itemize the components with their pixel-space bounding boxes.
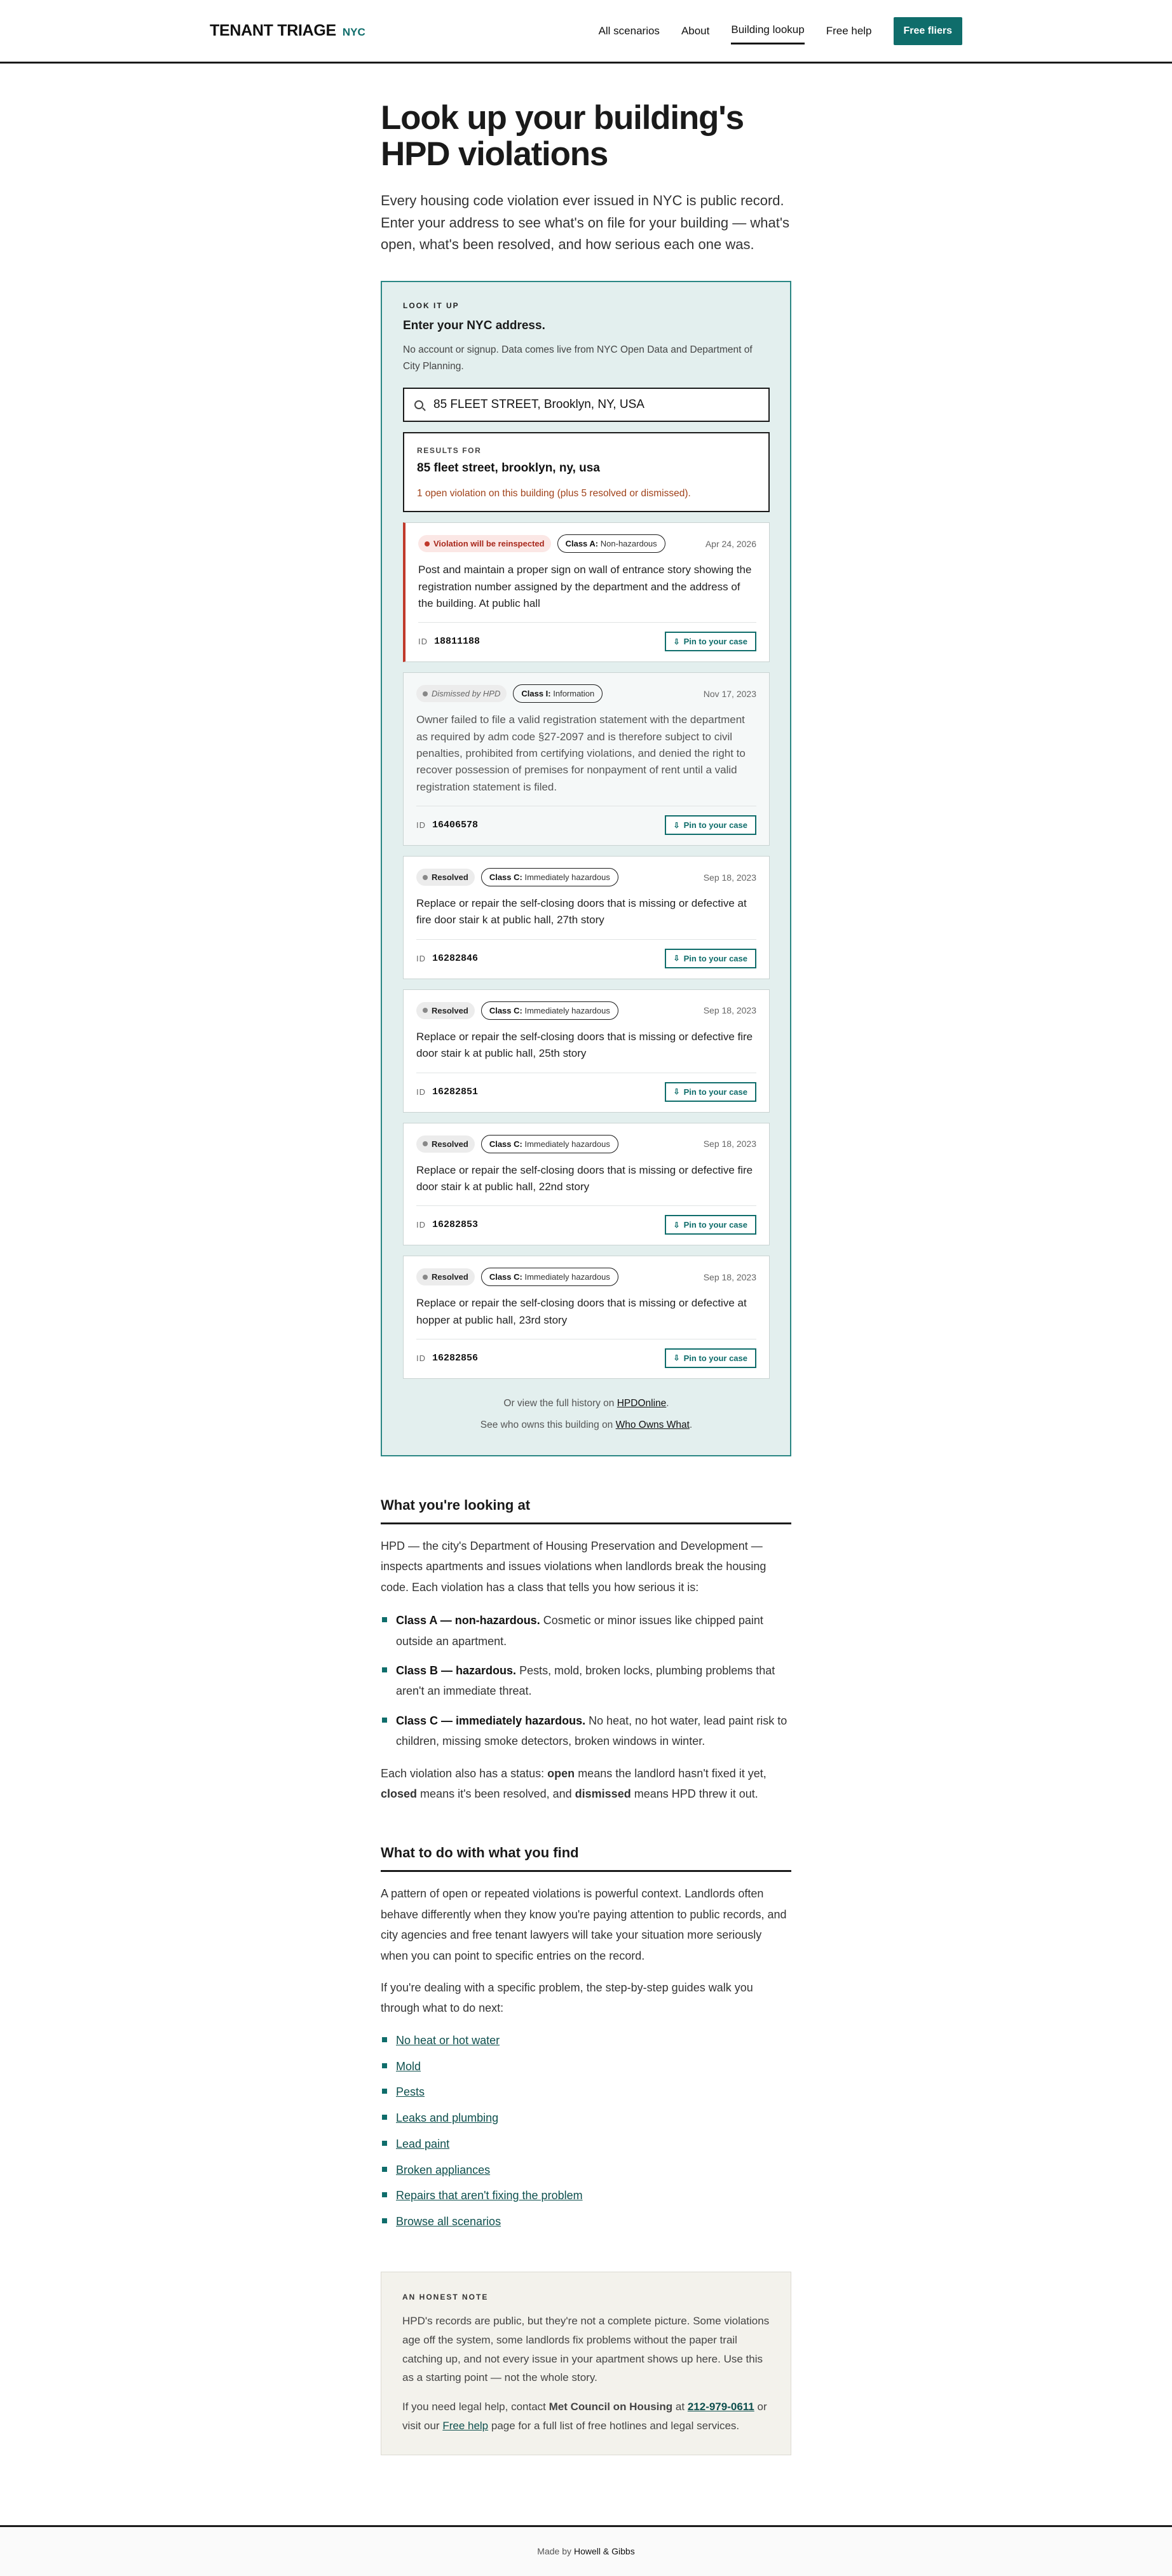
guide-link-item (381, 2135, 791, 2153)
violations-list (403, 522, 770, 1379)
lookup-panel (381, 281, 791, 1456)
what-to-do-section (381, 1845, 791, 2231)
guide-link-mold[interactable]: Mold (396, 2059, 421, 2073)
class-term: Class B — hazardous. (396, 1664, 517, 1678)
violation-id-label: ID (416, 953, 426, 963)
results-summary: 1 open violation on this building (plus 5 resolved or dismissed). (417, 488, 691, 499)
pin-label: Pin to your case (683, 953, 747, 963)
lookup-external-links (403, 1393, 770, 1436)
pin-icon: ⇩ (673, 1220, 680, 1230)
violation-date: Sep 18, 2023 (703, 872, 756, 883)
status-dot-icon (423, 875, 428, 880)
footer-maker-link[interactable]: Howell & Gibbs (574, 2546, 635, 2557)
guide-link-item (381, 2109, 791, 2127)
status-label: Resolved (432, 1139, 468, 1149)
violation-id: 16282853 (432, 1219, 479, 1231)
pin-label: Pin to your case (683, 1087, 747, 1097)
note-kicker: AN HONEST NOTE (402, 2293, 489, 2302)
status-dot-icon (423, 1141, 428, 1146)
main-content (381, 64, 791, 2455)
met-council-name: Met Council on Housing (549, 2401, 673, 2413)
violation-card (403, 856, 770, 979)
pin-icon: ⇩ (673, 1087, 680, 1096)
guide-link-pests[interactable]: Pests (396, 2085, 425, 2099)
status-label: Violation will be reinspected (433, 539, 545, 549)
results-address: 85 fleet street, brooklyn, ny, usa (417, 461, 600, 475)
class-desc: Non-hazardous (600, 539, 657, 549)
status-badge (418, 535, 551, 552)
pin-icon: ⇩ (673, 954, 680, 963)
nav-all-scenarios[interactable]: All scenarios (598, 24, 660, 37)
who-owns-what-link[interactable]: Who Owns What (615, 1419, 690, 1430)
looking-at-heading: What you're looking at (381, 1497, 791, 1524)
guide-link-repairs[interactable]: Repairs that aren't fixing the problem (396, 2189, 583, 2202)
violation-description: Replace or repair the self-closing doors that is missing or defective fire door stair k at public hall, 25th story (416, 1030, 753, 1060)
pin-to-case-button[interactable] (665, 1215, 756, 1235)
status-explainer (381, 1763, 791, 1805)
footer-made-by: Made by (537, 2546, 571, 2557)
intro-text: Every housing code violation ever issued in NYC is public record. Enter your address to see what's on file for your building — what's open, what's been resolved, and how serious each one was. (381, 193, 790, 252)
results-kicker: RESULTS FOR (417, 446, 482, 456)
looking-at-paragraph: HPD — the city's Department of Housing Preservation and Development — inspects apartments and issues violations when landlords break the housing code. Each violation has a class that tells you how serious it is: (381, 1540, 767, 1594)
status-text: means HPD threw it out. (634, 1787, 758, 1800)
what-to-do-paragraph-2: If you're dealing with a specific problem, the step-by-step guides walk you through what to do next: (381, 1981, 753, 2015)
status-text: means it's been resolved, and (420, 1787, 572, 1800)
pin-icon: ⇩ (673, 820, 680, 830)
violation-date: Nov 17, 2023 (703, 688, 756, 699)
lookup-heading: Enter your NYC address. (403, 318, 545, 332)
class-desc: Information (553, 689, 595, 699)
violation-description: Replace or repair the self-closing doors that is missing or defective at fire door stair k at public hall, 27th story (416, 897, 747, 926)
status-label: Resolved (432, 1272, 468, 1282)
class-item (381, 1610, 791, 1651)
guide-link-item (381, 2083, 791, 2101)
class-badge (481, 1001, 618, 1020)
pin-icon: ⇩ (673, 1353, 680, 1363)
class-desc: Immediately hazardous (524, 1272, 610, 1282)
history-line: Or view the full history on HPDOnline. (503, 1397, 669, 1409)
violation-description: Owner failed to file a valid registration statement with the department as required by adm code §27-2097 and is therefore subject to civil penalties, prohibited from certifying violations, and denied the right to recover possession of premises for nonpayment of rent until a valid registration statement is filed. (416, 714, 746, 793)
note-text: page for a full list of free hotlines and legal services. (491, 2419, 740, 2432)
violation-card (403, 1256, 770, 1379)
class-list (381, 1610, 791, 1751)
class-desc: Immediately hazardous (524, 1139, 610, 1149)
class-text: No heat, no hot water, lead paint risk to children, missing smoke detectors, broken windows in winter. (396, 1714, 787, 1748)
violation-card (403, 1123, 770, 1246)
status-badge (416, 1002, 475, 1019)
violation-description: Replace or repair the self-closing doors that is missing or defective fire door stair k at public hall, 22nd story (416, 1163, 753, 1193)
class-code: Class C: (489, 1272, 522, 1282)
note-paragraph-1: HPD's records are public, but they're not a complete picture. Some violations age off the system, some landlords fix problems without the paper trail catching up, and not every issue in your apartment shows up here. Use this as a starting point — not the whole story. (402, 2315, 770, 2384)
looking-at-section (381, 1497, 791, 1804)
nav-building-lookup[interactable]: Building lookup (731, 17, 804, 44)
guide-link-item (381, 2031, 791, 2050)
status-text: means the landlord hasn't fixed it yet, (578, 1766, 767, 1780)
violation-id-label: ID (416, 1087, 426, 1097)
owner-line: See who owns this building on Who Owns What. (480, 1419, 693, 1430)
status-dot-icon (423, 691, 428, 696)
guide-link-no-heat[interactable]: No heat or hot water (396, 2033, 500, 2047)
pin-to-case-button[interactable] (665, 1348, 756, 1368)
violation-id-label: ID (416, 1220, 426, 1230)
status-label: Dismissed by HPD (432, 689, 501, 699)
violation-id-label: ID (416, 1353, 426, 1363)
site-header (0, 0, 1172, 64)
pin-label: Pin to your case (683, 1220, 747, 1230)
status-open-term: open (547, 1766, 575, 1780)
note-text: at (675, 2401, 685, 2413)
address-search-box[interactable] (403, 388, 770, 422)
violation-date: Sep 18, 2023 (703, 1271, 756, 1282)
class-code: Class I: (521, 689, 551, 699)
free-fliers-button[interactable]: Free fliers (894, 17, 962, 45)
class-term: Class A — non-hazardous. (396, 1614, 540, 1627)
violation-id: 16282856 (432, 1352, 479, 1364)
violation-id-label: ID (418, 637, 428, 647)
guide-links-list (381, 2031, 791, 2231)
nav-free-help[interactable]: Free help (826, 24, 872, 37)
status-dot-icon (425, 541, 430, 546)
guide-link-item (381, 2057, 791, 2076)
status-label: Resolved (432, 1005, 468, 1015)
what-to-do-heading: What to do with what you find (381, 1845, 791, 1872)
brand-logo[interactable] (210, 22, 365, 40)
honest-note (381, 2272, 791, 2455)
brand-city[interactable]: NYC (342, 26, 365, 38)
violation-card (403, 989, 770, 1113)
class-code: Class C: (489, 1139, 522, 1149)
guide-link-item (381, 2161, 791, 2179)
violation-date: Apr 24, 2026 (705, 538, 756, 549)
violation-id: 16282851 (432, 1086, 479, 1097)
note-text: or visit our (402, 2401, 767, 2432)
what-to-do-paragraph-1: A pattern of open or repeated violations is powerful context. Landlords often behave differently when they know you're paying attention to public records, and city agencies and free tenant lawyers will take your situation more seriously when you can point to specific entries on the record. (381, 1887, 787, 1962)
site-footer (0, 2525, 1172, 2576)
search-icon (414, 400, 423, 409)
class-code: Class C: (489, 872, 522, 883)
violation-id: 16282846 (432, 952, 479, 964)
class-text: Pests, mold, broken locks, plumbing problems that aren't an immediate threat. (396, 1664, 775, 1698)
guide-link-appliances[interactable]: Broken appliances (396, 2163, 491, 2176)
status-badge (416, 685, 507, 702)
class-code: Class C: (489, 1005, 522, 1015)
page-title: Look up your building's HPD violations (381, 99, 744, 173)
pin-label: Pin to your case (683, 820, 747, 830)
violation-card (403, 522, 770, 662)
brand-name[interactable]: TENANT TRIAGE (210, 22, 336, 39)
pin-label: Pin to your case (683, 637, 747, 647)
violation-id: 18811188 (434, 636, 480, 647)
guide-link-item (381, 2186, 791, 2205)
note-paragraph-2 (402, 2397, 770, 2436)
status-label: Resolved (432, 872, 468, 883)
violation-description: Post and maintain a proper sign on wall of entrance story showing the registration number assigned by the department and the address of the building. At public hall (418, 564, 752, 610)
note-text: If you need legal help, contact (402, 2401, 546, 2413)
class-badge (557, 534, 665, 553)
guide-link-leaks[interactable]: Leaks and plumbing (396, 2112, 499, 2125)
guide-link-lead-paint[interactable]: Lead paint (396, 2137, 450, 2150)
violation-id: 16406578 (432, 820, 479, 831)
owner-prefix: See who owns this building on (480, 1419, 613, 1430)
status-closed-term: closed (381, 1787, 418, 1800)
free-help-link[interactable]: Free help (442, 2419, 489, 2432)
class-code: Class A: (565, 539, 599, 549)
violation-card (403, 672, 770, 846)
status-text: Each violation also has a status: (381, 1766, 545, 1780)
class-desc: Immediately hazardous (524, 872, 610, 883)
main-nav (599, 17, 962, 45)
class-badge (481, 1135, 618, 1153)
history-prefix: Or view the full history on (503, 1397, 615, 1409)
class-badge (481, 1268, 618, 1286)
status-dismissed-term: dismissed (575, 1787, 631, 1800)
met-council-phone-link[interactable]: 212-979-0611 (687, 2401, 754, 2413)
class-desc: Immediately hazardous (524, 1005, 610, 1015)
pin-label: Pin to your case (683, 1353, 747, 1363)
guide-link-browse-all[interactable]: Browse all scenarios (396, 2215, 501, 2228)
violation-date: Sep 18, 2023 (703, 1005, 756, 1016)
hpdonline-link[interactable]: HPDOnline (617, 1397, 667, 1409)
violation-id-label: ID (416, 820, 426, 830)
violation-description: Replace or repair the self-closing doors that is missing or defective at hopper at public hall, 23rd story (416, 1297, 747, 1326)
class-text: Cosmetic or minor issues like chipped paint outside an apartment. (396, 1614, 763, 1648)
status-dot-icon (423, 1275, 428, 1280)
pin-icon: ⇩ (673, 637, 680, 646)
nav-about[interactable]: About (681, 24, 710, 37)
class-item (381, 1711, 791, 1752)
class-item (381, 1660, 791, 1702)
pin-to-case-button[interactable] (665, 815, 756, 835)
status-dot-icon (423, 1008, 428, 1013)
class-term: Class C — immediately hazardous. (396, 1714, 586, 1727)
address-search-input[interactable] (433, 398, 758, 412)
guide-link-item (381, 2213, 791, 2231)
lookup-kicker: LOOK IT UP (403, 301, 460, 310)
status-badge (416, 1268, 475, 1285)
pin-to-case-button[interactable] (665, 632, 756, 651)
pin-to-case-button[interactable] (665, 949, 756, 968)
results-summary-box (403, 432, 770, 512)
pin-to-case-button[interactable] (665, 1082, 756, 1102)
class-badge (481, 868, 618, 886)
violation-date: Sep 18, 2023 (703, 1139, 756, 1149)
status-badge (416, 869, 475, 886)
status-badge (416, 1135, 475, 1153)
lookup-description: No account or signup. Data comes live from NYC Open Data and Department of City Planning. (403, 344, 753, 372)
class-badge (513, 684, 603, 703)
